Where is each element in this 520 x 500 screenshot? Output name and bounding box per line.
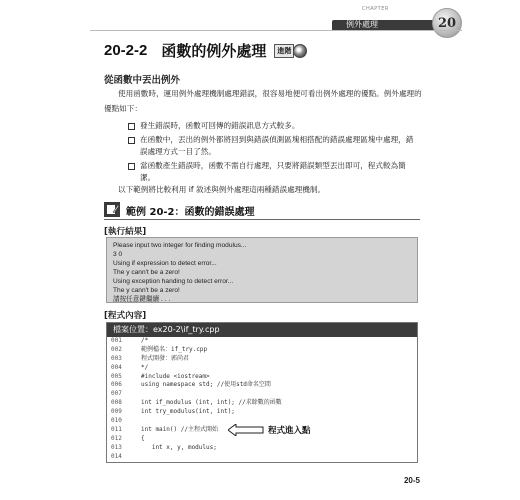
callout-text: 程式進入點 <box>268 426 311 436</box>
list-item <box>128 160 420 185</box>
bullet-text: 發生錯誤時，函數可回傳的錯誤訊息方式較多。 <box>140 121 300 130</box>
followup-paragraph: 以下範例將比較利用 if 敘述與例外處理這兩種錯誤處理機制。 <box>118 185 326 194</box>
code-text: #include <iostream> <box>141 372 210 380</box>
chapter-number-badge <box>432 8 462 38</box>
line-number: 005 <box>111 372 122 380</box>
code-text <box>141 390 417 399</box>
advanced-badge-label: 進階 <box>274 44 294 58</box>
line-number: 009 <box>111 408 122 416</box>
line-number: 014 <box>111 452 122 460</box>
line-number: 007 <box>111 390 122 398</box>
line-number: 002 <box>111 345 122 353</box>
code-line <box>107 453 417 462</box>
line-number: 010 <box>111 417 122 425</box>
code-line <box>107 399 417 408</box>
list-item <box>128 120 420 133</box>
line-number: 013 <box>111 443 122 451</box>
bullet-text: 在函數中，丟出的例外都將回到與錯誤偵測區塊相搭配的錯誤處理區塊中處理，錯誤處理方式一目了然。 <box>140 134 414 156</box>
chapter-label: CHAPTER <box>362 6 389 12</box>
code-text: int try_modulus(int, int); <box>141 408 235 416</box>
line-number: 011 <box>111 425 122 433</box>
section-title: 函數的例外處理 <box>161 42 267 60</box>
code-text: /* <box>141 337 149 344</box>
section-heading <box>104 40 307 61</box>
code-text <box>141 453 417 462</box>
console-line: 請按任意鍵繼續 . . . <box>113 296 171 303</box>
example-title: 範例 20-2：函數的錯誤處理 <box>126 207 255 218</box>
console-line: 3 0 <box>113 251 123 258</box>
code-line <box>107 390 417 399</box>
code-line <box>107 381 417 390</box>
code-text: int x, y, modulus; <box>141 443 217 451</box>
code-line <box>107 346 417 355</box>
code-line <box>107 355 417 364</box>
code-content-label: [程式內容] <box>104 311 147 321</box>
code-listing <box>106 322 418 463</box>
code-text: { <box>141 434 145 442</box>
code-text: */ <box>141 363 149 371</box>
sub-heading: 從函數中丟出例外 <box>104 75 181 86</box>
code-line <box>107 435 417 444</box>
section-number: 20-2-2 <box>104 42 148 59</box>
bullet-text: 當函數產生錯誤時，函數不需自行處理，只要將錯誤類型丟出即可，程式較為簡潔。 <box>140 160 406 182</box>
code-text: 範例檔名：if_try.cpp <box>141 345 208 353</box>
console-line: The y cann't be a zero! <box>113 287 180 294</box>
list-item <box>128 134 420 159</box>
run-result-label: [執行結果] <box>104 227 147 237</box>
header-divider <box>90 30 462 31</box>
code-text: int main() //主程式開始 <box>141 425 218 433</box>
arrow-left-icon <box>228 424 264 436</box>
disc-icon <box>293 44 307 58</box>
line-number: 001 <box>111 337 122 344</box>
code-line <box>107 444 417 453</box>
square-bullet-icon <box>128 137 135 144</box>
console-line: Please input two integer for finding modulus... <box>113 242 247 249</box>
chapter-number: 20 <box>437 15 457 31</box>
square-bullet-icon <box>128 163 135 170</box>
code-text: 程式開發：郭尚君 <box>141 354 190 362</box>
code-text: int if_modulus (int, int); //求餘數的函數 <box>141 399 282 407</box>
console-line: Using exception handing to detect error... <box>113 278 234 285</box>
code-body <box>107 337 417 461</box>
chapter-tab <box>332 6 462 30</box>
line-number: 012 <box>111 434 122 442</box>
line-number: 004 <box>111 363 122 371</box>
example-heading <box>104 202 420 218</box>
advanced-badge <box>274 44 307 58</box>
console-output <box>106 237 418 303</box>
line-number: 008 <box>111 399 122 407</box>
console-line: The y cann't be a zero! <box>113 269 180 276</box>
code-text: using namespace std; //使用std命名空間 <box>141 381 271 389</box>
line-number: 003 <box>111 354 122 362</box>
chapter-title: 例外處理 <box>346 20 378 29</box>
code-line <box>107 364 417 373</box>
intro-paragraph: 使用函數時，運用例外處理機制處理錯誤，很容易地便可看出例外處理的優點。例外處理的優點如下： <box>104 89 422 113</box>
console-line: Using if expression to detect error... <box>113 260 217 267</box>
code-file-path: 檔案位置：ex20-2\if_try.cpp <box>107 323 417 337</box>
line-number: 006 <box>111 381 122 389</box>
code-line <box>107 337 417 346</box>
entry-point-callout <box>228 424 311 436</box>
bullet-list <box>128 120 420 186</box>
page-number: 20-5 <box>403 476 420 485</box>
example-underline <box>104 219 420 220</box>
pencil-example-icon <box>104 202 120 217</box>
code-line <box>107 408 417 417</box>
square-bullet-icon <box>128 123 135 130</box>
